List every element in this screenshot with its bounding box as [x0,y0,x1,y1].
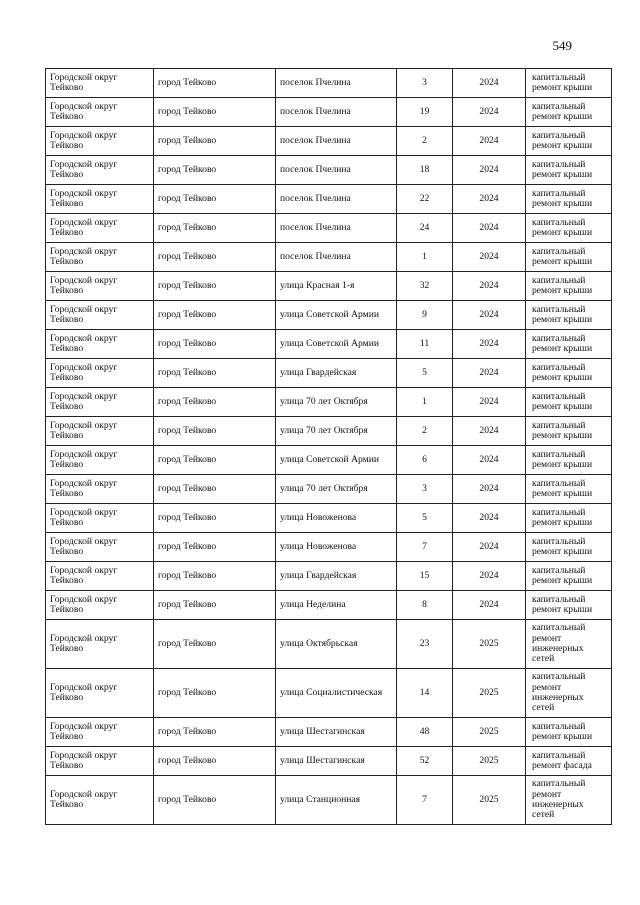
city-cell: город Тейково [154,301,276,330]
okrug-cell: Городской округ Тейково [46,562,154,591]
street-cell: улица Советской Армии [276,446,397,475]
work-type-cell: капитальный ремонт крыши [526,533,612,562]
table-row [46,417,612,446]
table-row [46,718,612,747]
okrug-cell: Городской округ Тейково [46,272,154,301]
table-row [46,776,612,825]
year-cell: 2025 [453,620,526,669]
table-row [46,98,612,127]
house-number-cell: 19 [397,98,453,127]
work-type-cell: капитальный ремонт крыши [526,504,612,533]
okrug-cell: Городской округ Тейково [46,475,154,504]
okrug-cell: Городской округ Тейково [46,359,154,388]
table-row [46,533,612,562]
year-cell: 2024 [453,417,526,446]
house-number-cell: 32 [397,272,453,301]
street-cell: улица Советской Армии [276,301,397,330]
work-type-cell: капитальный ремонт крыши [526,185,612,214]
street-cell: улица Октябрьская [276,620,397,669]
work-type-cell: капитальный ремонт крыши [526,69,612,98]
year-cell: 2025 [453,669,526,718]
okrug-cell: Городской округ Тейково [46,243,154,272]
work-type-cell: капитальный ремонт крыши [526,127,612,156]
okrug-cell: Городской округ Тейково [46,98,154,127]
city-cell: город Тейково [154,504,276,533]
work-type-cell: капитальный ремонт крыши [526,359,612,388]
year-cell: 2024 [453,98,526,127]
table-row [46,127,612,156]
street-cell: поселок Пчелина [276,69,397,98]
street-cell: улица Станционная [276,776,397,825]
work-type-cell: капитальный ремонт фасада [526,747,612,776]
house-number-cell: 24 [397,214,453,243]
work-type-cell: капитальный ремонт крыши [526,562,612,591]
table-row [46,359,612,388]
work-type-cell: капитальный ремонт крыши [526,243,612,272]
year-cell: 2024 [453,330,526,359]
year-cell: 2024 [453,272,526,301]
city-cell: город Тейково [154,620,276,669]
table-row [46,243,612,272]
year-cell: 2024 [453,562,526,591]
work-type-cell: капитальный ремонт крыши [526,272,612,301]
city-cell: город Тейково [154,718,276,747]
house-number-cell: 2 [397,127,453,156]
house-number-cell: 1 [397,243,453,272]
work-type-cell: капитальный ремонт крыши [526,475,612,504]
city-cell: город Тейково [154,446,276,475]
repair-schedule-table [45,68,612,825]
okrug-cell: Городской округ Тейково [46,156,154,185]
street-cell: поселок Пчелина [276,214,397,243]
house-number-cell: 18 [397,156,453,185]
okrug-cell: Городской округ Тейково [46,718,154,747]
okrug-cell: Городской округ Тейково [46,591,154,620]
street-cell: улица 70 лет Октября [276,475,397,504]
okrug-cell: Городской округ Тейково [46,669,154,718]
okrug-cell: Городской округ Тейково [46,388,154,417]
work-type-cell: капитальный ремонт крыши [526,417,612,446]
city-cell: город Тейково [154,330,276,359]
house-number-cell: 6 [397,446,453,475]
city-cell: город Тейково [154,475,276,504]
okrug-cell: Городской округ Тейково [46,185,154,214]
table-row [46,669,612,718]
year-cell: 2024 [453,388,526,417]
table-row [46,301,612,330]
house-number-cell: 23 [397,620,453,669]
work-type-cell: капитальный ремонт крыши [526,718,612,747]
house-number-cell: 3 [397,69,453,98]
table-row [46,747,612,776]
year-cell: 2024 [453,591,526,620]
street-cell: улица Новоженова [276,533,397,562]
okrug-cell: Городской округ Тейково [46,417,154,446]
street-cell: поселок Пчелина [276,156,397,185]
street-cell: улица Новоженова [276,504,397,533]
okrug-cell: Городской округ Тейково [46,446,154,475]
house-number-cell: 11 [397,330,453,359]
work-type-cell: капитальный ремонт крыши [526,301,612,330]
city-cell: город Тейково [154,127,276,156]
house-number-cell: 8 [397,591,453,620]
street-cell: поселок Пчелина [276,185,397,214]
city-cell: город Тейково [154,591,276,620]
street-cell: поселок Пчелина [276,243,397,272]
house-number-cell: 52 [397,747,453,776]
okrug-cell: Городской округ Тейково [46,776,154,825]
okrug-cell: Городской округ Тейково [46,301,154,330]
year-cell: 2024 [453,156,526,185]
street-cell: улица 70 лет Октября [276,417,397,446]
year-cell: 2024 [453,533,526,562]
table-row [46,475,612,504]
table-row [46,156,612,185]
year-cell: 2024 [453,504,526,533]
work-type-cell: капитальный ремонт крыши [526,98,612,127]
okrug-cell: Городской округ Тейково [46,214,154,243]
city-cell: город Тейково [154,98,276,127]
work-type-cell: капитальный ремонт крыши [526,214,612,243]
city-cell: город Тейково [154,156,276,185]
house-number-cell: 3 [397,475,453,504]
house-number-cell: 5 [397,504,453,533]
city-cell: город Тейково [154,185,276,214]
street-cell: улица Социалистическая [276,669,397,718]
okrug-cell: Городской округ Тейково [46,620,154,669]
table-row [46,504,612,533]
street-cell: улица Гвардейская [276,562,397,591]
year-cell: 2024 [453,127,526,156]
year-cell: 2024 [453,475,526,504]
city-cell: город Тейково [154,669,276,718]
year-cell: 2024 [453,214,526,243]
house-number-cell: 22 [397,185,453,214]
street-cell: улица Шестагинская [276,747,397,776]
street-cell: улица Шестагинская [276,718,397,747]
year-cell: 2024 [453,243,526,272]
city-cell: город Тейково [154,388,276,417]
house-number-cell: 14 [397,669,453,718]
year-cell: 2024 [453,301,526,330]
table-row [46,388,612,417]
work-type-cell: капитальный ремонт крыши [526,156,612,185]
street-cell: улица Красная 1-я [276,272,397,301]
house-number-cell: 1 [397,388,453,417]
table-row [46,272,612,301]
street-cell: улица Советской Армии [276,330,397,359]
table-body [46,69,612,825]
table-row [46,591,612,620]
city-cell: город Тейково [154,359,276,388]
street-cell: поселок Пчелина [276,127,397,156]
okrug-cell: Городской округ Тейково [46,330,154,359]
table-row [46,69,612,98]
okrug-cell: Городской округ Тейково [46,69,154,98]
table-row [46,562,612,591]
year-cell: 2024 [453,446,526,475]
house-number-cell: 5 [397,359,453,388]
table-row [46,330,612,359]
okrug-cell: Городской округ Тейково [46,747,154,776]
house-number-cell: 7 [397,776,453,825]
okrug-cell: Городской округ Тейково [46,533,154,562]
house-number-cell: 15 [397,562,453,591]
year-cell: 2024 [453,359,526,388]
table-row [46,214,612,243]
table-row [46,185,612,214]
city-cell: город Тейково [154,69,276,98]
okrug-cell: Городской округ Тейково [46,504,154,533]
street-cell: улица Неделина [276,591,397,620]
city-cell: город Тейково [154,272,276,301]
city-cell: город Тейково [154,562,276,591]
street-cell: улица 70 лет Октября [276,388,397,417]
work-type-cell: капитальный ремонт крыши [526,446,612,475]
year-cell: 2025 [453,747,526,776]
year-cell: 2024 [453,69,526,98]
work-type-cell: капитальный ремонт крыши [526,388,612,417]
city-cell: город Тейково [154,533,276,562]
year-cell: 2025 [453,718,526,747]
house-number-cell: 48 [397,718,453,747]
city-cell: город Тейково [154,417,276,446]
year-cell: 2024 [453,185,526,214]
house-number-cell: 2 [397,417,453,446]
city-cell: город Тейково [154,214,276,243]
work-type-cell: капитальный ремонт инженерных сетей [526,620,612,669]
table-row [46,620,612,669]
street-cell: поселок Пчелина [276,98,397,127]
page-number: 549 [552,38,572,53]
okrug-cell: Городской округ Тейково [46,127,154,156]
city-cell: город Тейково [154,747,276,776]
city-cell: город Тейково [154,243,276,272]
work-type-cell: капитальный ремонт крыши [526,330,612,359]
table-row [46,446,612,475]
work-type-cell: капитальный ремонт инженерных сетей [526,669,612,718]
year-cell: 2025 [453,776,526,825]
city-cell: город Тейково [154,776,276,825]
street-cell: улица Гвардейская [276,359,397,388]
work-type-cell: капитальный ремонт инженерных сетей [526,776,612,825]
house-number-cell: 9 [397,301,453,330]
work-type-cell: капитальный ремонт крыши [526,591,612,620]
house-number-cell: 7 [397,533,453,562]
